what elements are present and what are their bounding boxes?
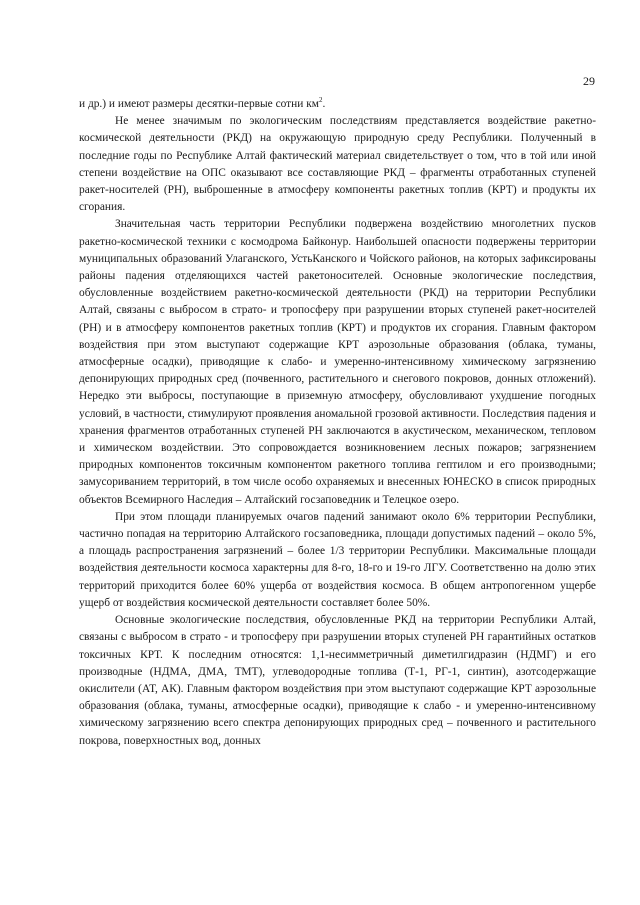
paragraph-continuation [79,96,596,113]
paragraph: Не менее значимым по экологическим последствиям представляется воздействие ракетно-космической деятельности (РКД) на окружающую природную среду Республики. Полученный в последние годы по Республике Алтай фактический материал свидетельствует о том, что в той или иной степени воздействие на ОПС оказывают все составляющие РКД – фрагменты отработанных ступеней ракет-носителей (РН), выброшенные в атмосферу компоненты ракетных топлив (КРТ) и продукты их сгорания. [79,115,596,214]
paragraph: При этом площади планируемых очагов падений занимают около 6% территории Республики, частично попадая на территорию Алтайского госзаповедника, площади допустимых падений – около 5%, а площадь распространения загрязнений – более 1/3 территории Республики. Максимальные площади воздействия деятельности космоса характерны для 8-го, 18-го и 19-го ЛГУ. Соответственно на долю этих территорий приходится более 60% ущерба от воздействия космоса. В общем антропогенном ущербе ущерб от воздействия космической деятельности составляет более 50%. [79,510,596,609]
paragraph-text-end: . [322,98,326,110]
superscript: 2 [318,96,323,105]
body-text [79,96,596,750]
paragraph-text: и др.) и имеют размеры десятки-первые сотни км [79,98,319,110]
page-number: 29 [583,74,595,88]
paragraph: Значительная часть территории Республики подвержена воздействию многолетних пусков ракетно-космической техники с космодрома Байконур. Наибольшей опасности подвержены территории муниципальных образований Улаганского, УстьКанского и Чойского районов, на которых зафиксированы районы падения отделяющихся частей ракетоносителей. Основные экологические последствия, обусловленные воздействием ракетно-космической деятельности (РКД) на территории Республики Алтай, связаны с выбросом в страто- и тропосферу при разрушении вторых ступеней ракет-носителей (РН) и в атмосферу компонентов ракетных топлив (КРТ) и продуктов их сгорания. Главным фактором воздействия при этом выступают содержащие КРТ аэрозольные образования (облака, туманы, атмосферные осадки), приводящие к слабо- и умеренно-интенсивному химическому загрязнению депонирующих природных сред (почвенного, растительного и снегового покровов, донных отложений). Нередко эти выбросы, поступающие в приземную атмосферу, обусловливают ухудшение погодных условий, в частности, стимулируют проявления аномальной грозовой активности. Последствия падения и хранения фрагментов отработанных ступеней РН заключаются в акустическом, механическом, тепловом и химическом воздействии. Это сопровождается возникновением лесных пожаров; загрязнением природных компонентов токсичным компонентом ракетного топлива гептилом и его производными; замусориванием территорий, в том числе особо охраняемых и внесенных ЮНЕСКО в список природных объектов Всемирного Наследия – Алтайский госзаповедник и Телецкое озеро. [79,218,596,506]
paragraph: Основные экологические последствия, обусловленные РКД на территории Республики Алтай, связаны с выбросом в страто - и тропосферу при разрушении вторых ступеней РН гарантийных остатков токсичных КРТ. К последним относятся: 1,1-несимметричный диметилгидразин (НДМГ) и его производные (НДМА, ДМА, ТМТ), углеводородные топлива (Т-1, РГ-1, синтин), азотсодержащие окислители (АТ, АК). Главным фактором воздействия при этом выступают содержащие КРТ аэрозольные образования (облака, туманы, атмосферные осадки), приводящие к слабо - и умеренно-интенсивному химическому загрязнению всего спектра депонирующих природных сред – почвенного и растительного покрова, поверхностных вод, донных [79,614,596,747]
